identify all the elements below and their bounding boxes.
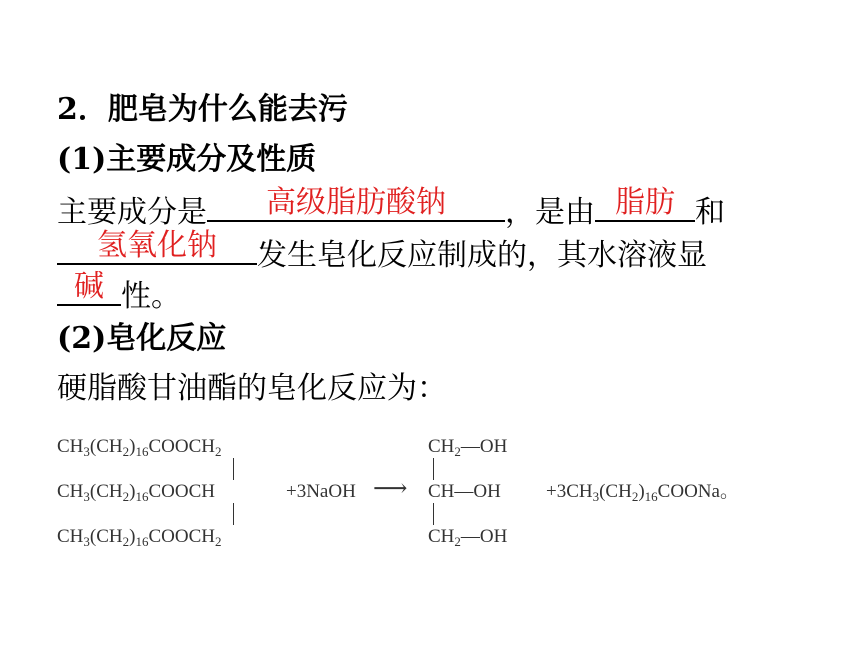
reactant-row-3: $CH_3(CH_2)_{16}COOCH_2$ xyxy=(57,526,222,549)
bond-line xyxy=(233,458,234,480)
product-glycerol-row-1: $CH_2—OH$ xyxy=(428,436,508,459)
answer-blank-fat xyxy=(595,185,695,222)
composition-sentence-line2 xyxy=(57,228,707,274)
text-fragment: 和 xyxy=(695,195,725,230)
subheading-composition: (1)主要成分及性质 xyxy=(57,142,317,177)
answer-text: 高级脂肪酸钠 xyxy=(266,185,446,220)
answer-blank-main-component xyxy=(207,185,505,222)
bond-line xyxy=(433,458,434,480)
answer-blank-alkaline xyxy=(57,269,121,306)
text-fragment: ，是由 xyxy=(505,195,595,230)
text-fragment: 主要成分是 xyxy=(57,195,207,230)
reactant-row-2: $CH_3(CH_2)_{16}COOCH$ xyxy=(57,481,215,504)
reactant-row-1: $CH_3(CH_2)_{16}COOCH_2$ xyxy=(57,436,222,459)
reaction-intro: 硬脂酸甘油酯的皂化反应为： xyxy=(57,371,447,406)
bond-line xyxy=(433,503,434,525)
composition-sentence-line1 xyxy=(57,185,725,231)
text-fragment: 性。 xyxy=(121,279,181,314)
reagent-naoh: +3NaOH xyxy=(286,481,356,502)
subheading-saponification: (2)皂化反应 xyxy=(57,321,227,356)
section-heading: 2．肥皂为什么能去污 xyxy=(57,92,348,127)
answer-text: 碱 xyxy=(74,269,104,304)
product-glycerol-row-2: CH—OH xyxy=(428,481,501,502)
answer-text: 氢氧化钠 xyxy=(97,228,217,263)
bond-line xyxy=(233,503,234,525)
product-glycerol-row-3: $CH_2—OH$ xyxy=(428,526,508,549)
composition-sentence-line3 xyxy=(57,269,181,315)
text-fragment: 发生皂化反应制成的，其水溶液显 xyxy=(257,238,707,273)
reaction-arrow: ⟶ xyxy=(373,476,408,502)
answer-text: 脂肪 xyxy=(615,185,675,220)
product-sodium-stearate: $+3CH_3(CH_2)_{16}COONa$。 xyxy=(546,481,739,504)
answer-blank-naoh xyxy=(57,228,257,265)
